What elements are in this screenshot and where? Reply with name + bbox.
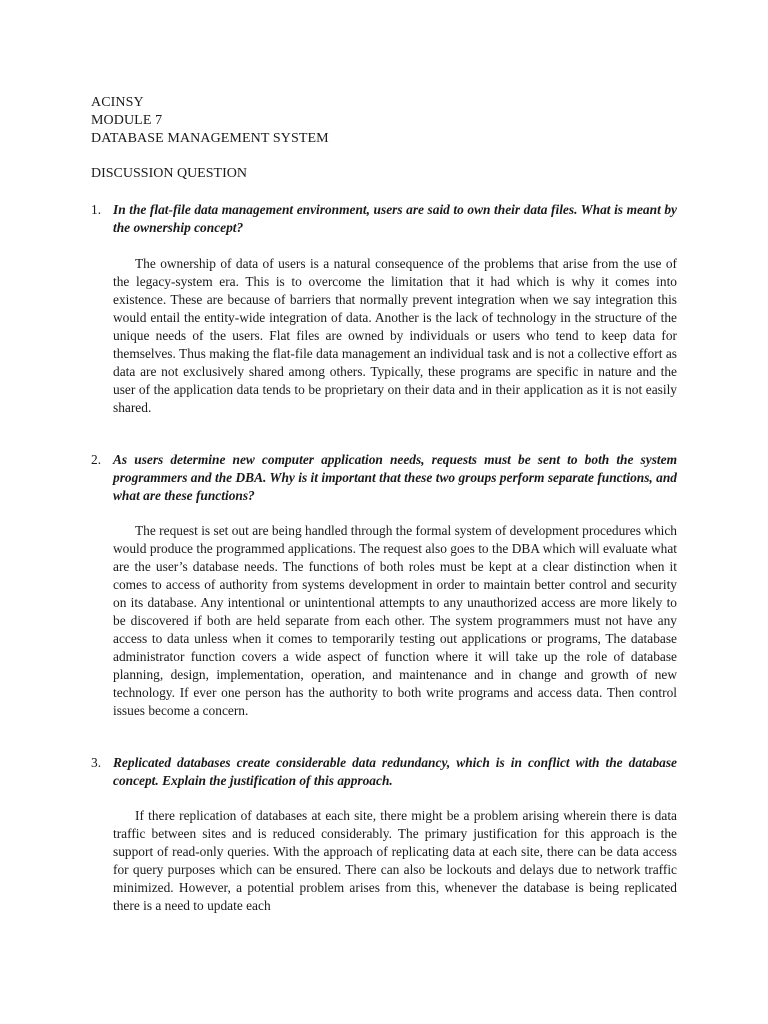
question-number: 1.	[91, 202, 102, 217]
answer-2: The request is set out are being handled through the formal system of development procedures which would produce the programmed applications. The request also goes to the DBA which will evaluate what are the user’s database needs. The functions of both roles must be kept at a clear distinction when it comes to access of authority from systems development in order to maintain better control and security on its database. Any intentional or unintentional attempts to any unauthorized access are more likely to be discovered if both are held separate from each other. The system programmers must not have any access to data unless when it comes to temporarily testing out applications or programs, The database administrator function covers a wide aspect of function where it will take up the role of database planning, design, implementation, operation, and maintenance and in change and growth of new technology. If ever one person has the authority to both write programs and access data. Then control issues become a concern.	[113, 523, 677, 718]
course-code: ACINSY	[91, 95, 144, 110]
question-1	[91, 201, 677, 237]
answer-3: If there replication of databases at each site, there might be a problem arising wherein there is data traffic between sites and is reduced considerably. The primary justification for this approach is the support of read-only queries. With the approach of replicating data at each site, there can be data access for query purposes which can be ensured. There can also be lockouts and delays due to network traffic minimized. However, a potential problem arises from this, whenever the database is being replicated there is a need to update each	[113, 808, 677, 913]
answer-1: The ownership of data of users is a natural consequence of the problems that arise from the use of the legacy-system era. This is to overcome the limitation that it had which is why it comes into existence. These are because of barriers that normally prevent integration when we say integration this would entail the entity-wide integration of data. Another is the lack of technology in the structure of the unique needs of the users. Flat files are owned by individuals or users who tend to keep data for themselves. Thus making the flat-file data management an individual task and is not a collective effort as data are not exclusively shared among others. Typically, these programs are specific in nature and the user of the application data tends to be proprietary on their data and in their application as it is not easily shared.	[113, 256, 677, 415]
question-text: Replicated databases create considerable data redundancy, which is in conflict with the database concept. Explain the justification of this approach.	[113, 755, 677, 788]
question-text: In the flat-file data management environment, users are said to own their data files. What is meant by the ownership concept?	[113, 202, 677, 235]
question-3	[91, 754, 677, 790]
module-label: MODULE 7	[91, 113, 163, 128]
question-2	[91, 451, 677, 505]
question-number: 2.	[91, 452, 102, 467]
document-header	[91, 94, 329, 148]
document-title: DATABASE MANAGEMENT SYSTEM	[91, 131, 329, 146]
section-heading: DISCUSSION QUESTION	[91, 166, 247, 181]
question-text: As users determine new computer application needs, requests must be sent to both the system programmers and the DBA. Why is it important that these two groups perform separate functions, and what are these functions?	[113, 452, 677, 503]
question-number: 3.	[91, 755, 102, 770]
